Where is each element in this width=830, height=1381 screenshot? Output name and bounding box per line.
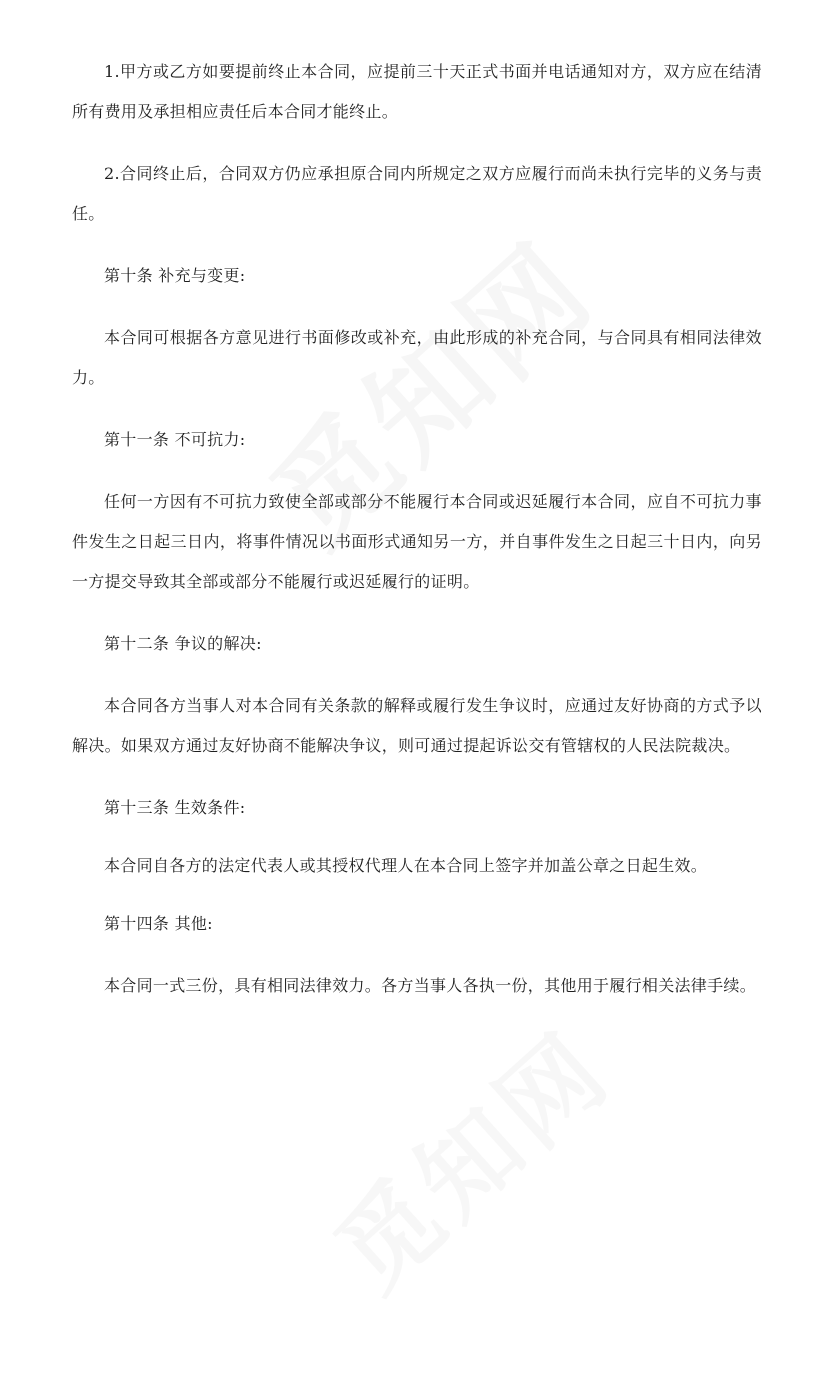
heading-article-10: 第十条 补充与变更:	[104, 266, 246, 285]
paragraph-termination-2: 2.合同终止后，合同双方仍应承担原合同内所规定之双方应履行而尚未执行完毕的义务与责任。	[72, 164, 762, 223]
heading-article-14: 第十四条 其他:	[104, 914, 213, 933]
heading-article-13: 第十三条 生效条件:	[104, 798, 246, 817]
paragraph-article-10: 本合同可根据各方意见进行书面修改或补充，由此形成的补充合同，与合同具有相同法律效力。	[72, 328, 762, 387]
paragraph-termination-1: 1.甲方或乙方如要提前终止本合同，应提前三十天正式书面并电话通知对方，双方应在结清所有费用及承担相应责任后本合同才能终止。	[72, 62, 762, 121]
heading-article-12: 第十二条 争议的解决:	[104, 634, 262, 653]
paragraph-article-14: 本合同一式三份，具有相同法律效力。各方当事人各执一份，其他用于履行相关法律手续。	[104, 976, 757, 995]
paragraph-article-11: 任何一方因有不可抗力致使全部或部分不能履行本合同或迟延履行本合同，应自不可抗力事件发生之日起三日内，将事件情况以书面形式通知另一方，并自事件发生之日起三十日内，向另一方提交导致其全部或部分不能履行或迟延履行的证明。	[72, 492, 762, 591]
paragraph-article-12: 本合同各方当事人对本合同有关条款的解释或履行发生争议时，应通过友好协商的方式予以解决。如果双方通过友好协商不能解决争议，则可通过提起诉讼交有管辖权的人民法院裁决。	[72, 696, 762, 755]
heading-article-11: 第十一条 不可抗力:	[104, 430, 246, 449]
watermark-bottom	[299, 969, 720, 1381]
paragraph-article-13: 本合同自各方的法定代表人或其授权代理人在本合同上签字并加盖公章之日起生效。	[104, 856, 708, 875]
document-body	[72, 52, 762, 1006]
